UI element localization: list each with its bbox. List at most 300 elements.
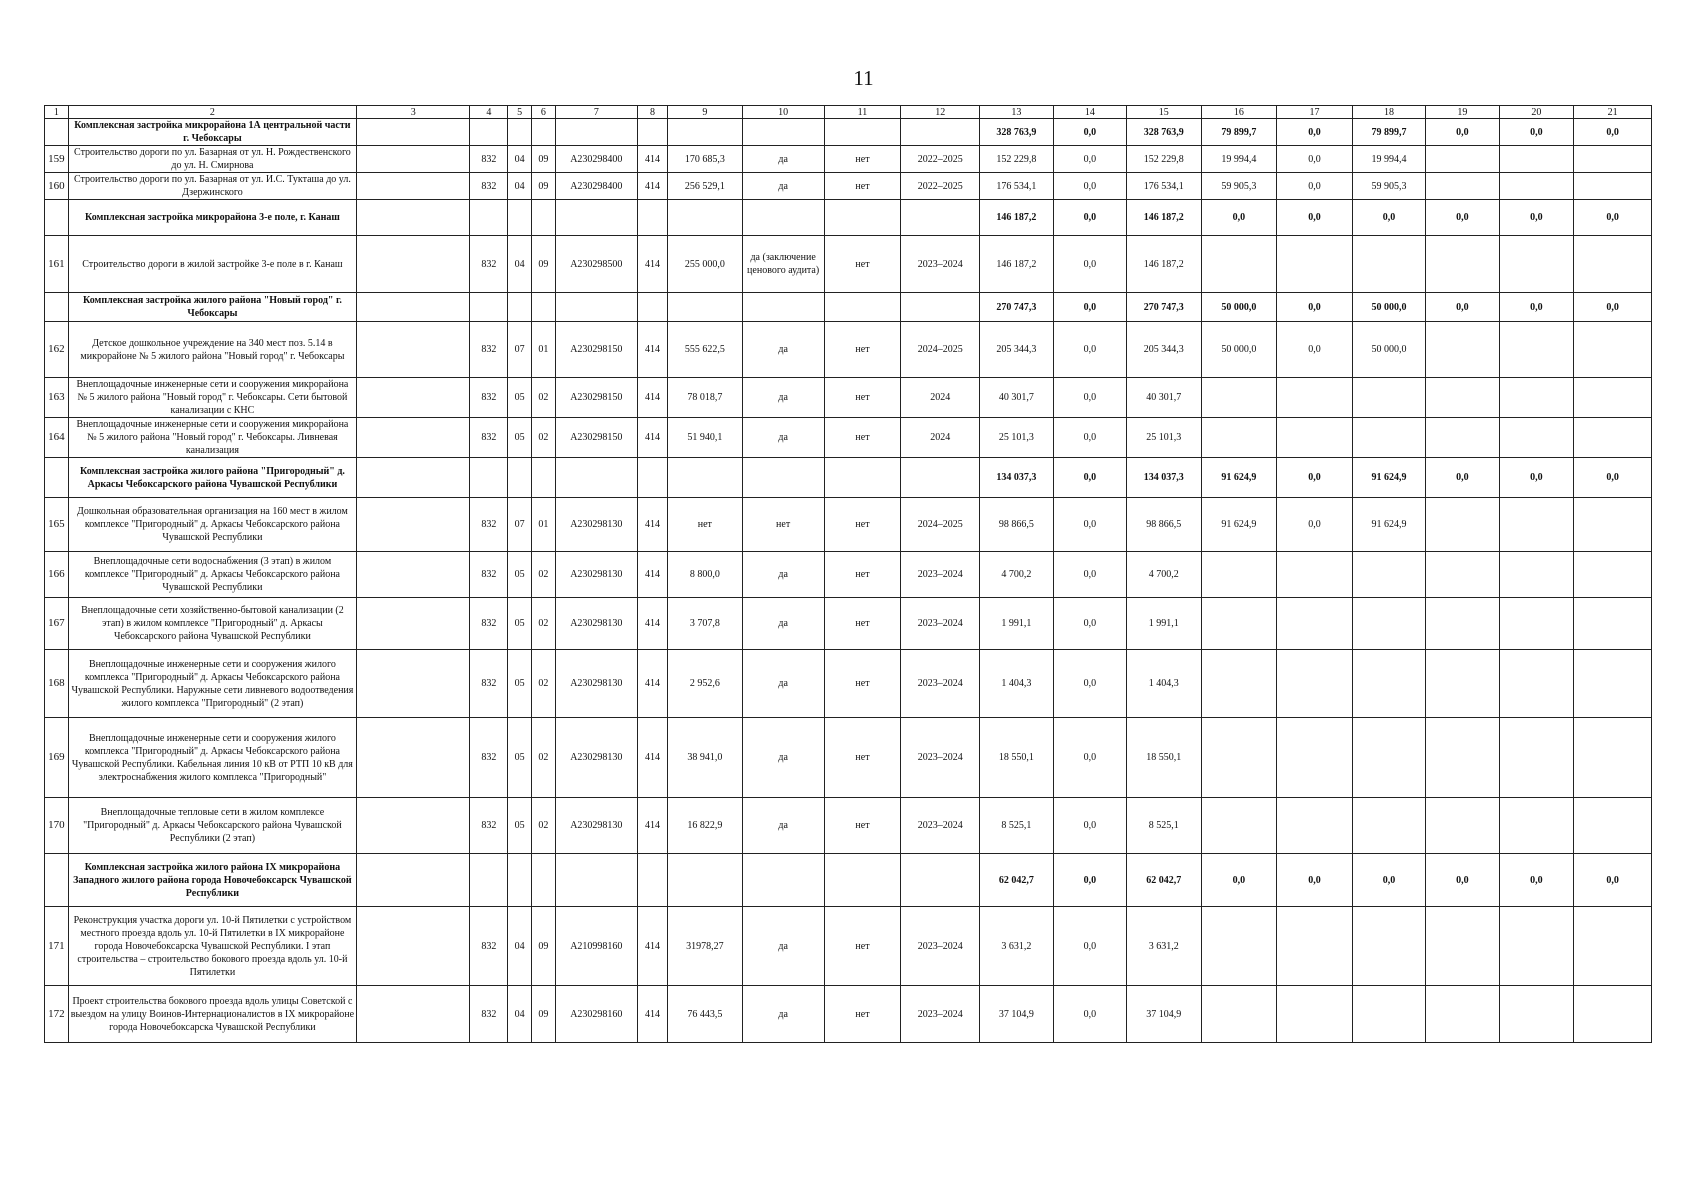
- cell-col-20: [1499, 322, 1574, 378]
- cell-col-19: 0,0: [1426, 854, 1499, 907]
- cell-col-18: 50 000,0: [1352, 322, 1425, 378]
- cell-col-12: 2022–2025: [901, 146, 980, 173]
- cell-col-14: 0,0: [1053, 907, 1126, 986]
- cell-col-14: 0,0: [1053, 293, 1126, 322]
- object-name: Внеплощадочные сети хозяйственно-бытовой канализации (2 этап) в жилом комплексе "Пригородный" д. Аркасы Чебоксарского района Чувашской Республики: [68, 598, 356, 650]
- cell-col-8: [637, 200, 667, 236]
- cell-col-10: да: [742, 798, 824, 854]
- cell-col-7: А230298130: [555, 718, 637, 798]
- cell-col-6: 02: [532, 718, 556, 798]
- object-name: Строительство дороги по ул. Базарная от ул. Н. Рождественского до ул. Н. Смирнова: [68, 146, 356, 173]
- cell-col-4: 832: [470, 418, 508, 458]
- cell-col-12: 2022–2025: [901, 173, 980, 200]
- cell-col-8: 414: [637, 146, 667, 173]
- cell-col-10: [742, 458, 824, 498]
- cell-col-7: А230298150: [555, 378, 637, 418]
- cell-col-6: [532, 119, 556, 146]
- cell-col-5: 07: [508, 322, 532, 378]
- cell-col-6: 09: [532, 236, 556, 293]
- cell-col-20: [1499, 418, 1574, 458]
- cell-col-11: нет: [824, 173, 901, 200]
- cell-col-5: [508, 458, 532, 498]
- cell-col-12: 2024: [901, 378, 980, 418]
- object-name: Комплексная застройка жилого района IX микрорайона Западного жилого района города Новочебоксарск Чувашской Республики: [68, 854, 356, 907]
- cell-col-15: 8 525,1: [1127, 798, 1202, 854]
- cell-col-18: 91 624,9: [1352, 498, 1425, 552]
- cell-col-8: [637, 458, 667, 498]
- column-header: 20: [1499, 106, 1574, 119]
- cell-col-17: [1277, 236, 1353, 293]
- group-row: [45, 854, 1652, 907]
- group-row: [45, 293, 1652, 322]
- cell-col-7: А230298400: [555, 146, 637, 173]
- cell-col-15: 18 550,1: [1127, 718, 1202, 798]
- cell-col-17: 0,0: [1277, 173, 1353, 200]
- cell-col-21: [1574, 322, 1652, 378]
- cell-col-3: [357, 854, 470, 907]
- cell-col-14: 0,0: [1053, 718, 1126, 798]
- cell-col-9: [668, 854, 743, 907]
- cell-col-5: 05: [508, 552, 532, 598]
- cell-col-5: [508, 854, 532, 907]
- cell-col-16: 0,0: [1201, 200, 1277, 236]
- cell-col-3: [357, 293, 470, 322]
- cell-col-5: 04: [508, 173, 532, 200]
- cell-col-20: [1499, 907, 1574, 986]
- cell-col-10: да (заключение ценового аудита): [742, 236, 824, 293]
- cell-col-21: 0,0: [1574, 119, 1652, 146]
- group-row: [45, 200, 1652, 236]
- cell-col-17: 0,0: [1277, 200, 1353, 236]
- cell-col-16: 79 899,7: [1201, 119, 1277, 146]
- cell-col-6: 09: [532, 173, 556, 200]
- cell-col-10: [742, 293, 824, 322]
- cell-col-15: 98 866,5: [1127, 498, 1202, 552]
- cell-col-21: [1574, 798, 1652, 854]
- cell-col-11: [824, 119, 901, 146]
- cell-col-5: 07: [508, 498, 532, 552]
- cell-col-8: 414: [637, 907, 667, 986]
- cell-col-15: 205 344,3: [1127, 322, 1202, 378]
- cell-col-11: [824, 200, 901, 236]
- table-row: [45, 718, 1652, 798]
- cell-col-16: [1201, 598, 1277, 650]
- cell-col-21: [1574, 718, 1652, 798]
- cell-col-18: 19 994,4: [1352, 146, 1425, 173]
- cell-col-11: нет: [824, 986, 901, 1043]
- cell-col-10: да: [742, 907, 824, 986]
- cell-col-9: 255 000,0: [668, 236, 743, 293]
- row-number: 163: [45, 378, 69, 418]
- cell-col-6: 01: [532, 498, 556, 552]
- cell-col-15: 37 104,9: [1127, 986, 1202, 1043]
- cell-col-21: [1574, 146, 1652, 173]
- column-header: 13: [980, 106, 1053, 119]
- cell-col-5: 05: [508, 378, 532, 418]
- cell-col-15: 152 229,8: [1127, 146, 1202, 173]
- cell-col-12: 2023–2024: [901, 650, 980, 718]
- cell-col-9: 256 529,1: [668, 173, 743, 200]
- cell-col-21: [1574, 418, 1652, 458]
- cell-col-14: 0,0: [1053, 236, 1126, 293]
- column-header: 4: [470, 106, 508, 119]
- cell-col-16: 0,0: [1201, 854, 1277, 907]
- cell-col-16: [1201, 718, 1277, 798]
- cell-col-12: [901, 119, 980, 146]
- cell-col-7: А230298130: [555, 552, 637, 598]
- cell-col-20: [1499, 146, 1574, 173]
- cell-col-4: [470, 293, 508, 322]
- cell-col-16: 91 624,9: [1201, 498, 1277, 552]
- cell-col-11: нет: [824, 418, 901, 458]
- cell-col-8: 414: [637, 236, 667, 293]
- cell-col-7: А230298130: [555, 598, 637, 650]
- object-name: Внеплощадочные инженерные сети и сооружения жилого комплекса "Пригородный" д. Аркасы Чебоксарского района Чувашской Республики. Наружные сети ливневого водоотведения жилого комплекса "Пригородный" (2 этап): [68, 650, 356, 718]
- cell-col-9: [668, 293, 743, 322]
- cell-col-13: 8 525,1: [980, 798, 1053, 854]
- row-number: [45, 200, 69, 236]
- cell-col-19: [1426, 418, 1499, 458]
- cell-col-3: [357, 718, 470, 798]
- cell-col-12: 2023–2024: [901, 598, 980, 650]
- object-name: Дошкольная образовательная организация на 160 мест в жилом комплексе "Пригородный" д. Аркасы Чебоксарского района Чувашской Республики: [68, 498, 356, 552]
- cell-col-8: 414: [637, 552, 667, 598]
- cell-col-9: [668, 200, 743, 236]
- cell-col-18: [1352, 598, 1425, 650]
- cell-col-11: нет: [824, 650, 901, 718]
- cell-col-10: [742, 119, 824, 146]
- cell-col-10: да: [742, 986, 824, 1043]
- cell-col-21: 0,0: [1574, 200, 1652, 236]
- cell-col-4: 832: [470, 173, 508, 200]
- cell-col-15: 146 187,2: [1127, 236, 1202, 293]
- cell-col-12: 2024–2025: [901, 322, 980, 378]
- cell-col-12: [901, 854, 980, 907]
- cell-col-11: [824, 854, 901, 907]
- cell-col-19: [1426, 498, 1499, 552]
- cell-col-12: 2023–2024: [901, 552, 980, 598]
- cell-col-15: 1 404,3: [1127, 650, 1202, 718]
- cell-col-8: 414: [637, 650, 667, 718]
- cell-col-15: 40 301,7: [1127, 378, 1202, 418]
- table-row: [45, 378, 1652, 418]
- cell-col-4: 832: [470, 598, 508, 650]
- cell-col-20: [1499, 986, 1574, 1043]
- cell-col-6: 02: [532, 650, 556, 718]
- cell-col-10: да: [742, 322, 824, 378]
- cell-col-11: нет: [824, 798, 901, 854]
- cell-col-21: [1574, 650, 1652, 718]
- cell-col-6: [532, 200, 556, 236]
- cell-col-12: 2023–2024: [901, 718, 980, 798]
- cell-col-12: 2024–2025: [901, 498, 980, 552]
- cell-col-13: 152 229,8: [980, 146, 1053, 173]
- row-number: 162: [45, 322, 69, 378]
- cell-col-16: [1201, 552, 1277, 598]
- table-row: [45, 173, 1652, 200]
- row-number: 170: [45, 798, 69, 854]
- cell-col-19: 0,0: [1426, 200, 1499, 236]
- column-header: 9: [668, 106, 743, 119]
- cell-col-21: [1574, 598, 1652, 650]
- cell-col-10: да: [742, 418, 824, 458]
- cell-col-9: 16 822,9: [668, 798, 743, 854]
- cell-col-21: [1574, 498, 1652, 552]
- cell-col-9: 38 941,0: [668, 718, 743, 798]
- cell-col-7: А230298130: [555, 650, 637, 718]
- cell-col-4: 832: [470, 907, 508, 986]
- cell-col-6: 02: [532, 378, 556, 418]
- cell-col-4: 832: [470, 552, 508, 598]
- cell-col-6: 02: [532, 552, 556, 598]
- cell-col-8: 414: [637, 718, 667, 798]
- cell-col-3: [357, 552, 470, 598]
- cell-col-19: [1426, 378, 1499, 418]
- cell-col-21: [1574, 236, 1652, 293]
- cell-col-4: 832: [470, 718, 508, 798]
- cell-col-18: 0,0: [1352, 200, 1425, 236]
- cell-col-3: [357, 458, 470, 498]
- cell-col-16: 91 624,9: [1201, 458, 1277, 498]
- cell-col-14: 0,0: [1053, 650, 1126, 718]
- cell-col-14: 0,0: [1053, 854, 1126, 907]
- cell-col-10: да: [742, 146, 824, 173]
- cell-col-5: [508, 119, 532, 146]
- column-header: 10: [742, 106, 824, 119]
- cell-col-14: 0,0: [1053, 173, 1126, 200]
- cell-col-20: [1499, 598, 1574, 650]
- cell-col-6: [532, 458, 556, 498]
- cell-col-10: да: [742, 173, 824, 200]
- cell-col-20: [1499, 650, 1574, 718]
- table-header: [45, 106, 1652, 119]
- cell-col-13: 37 104,9: [980, 986, 1053, 1043]
- object-name: Реконструкция участка дороги ул. 10-й Пятилетки с устройством местного проезда вдоль ул. 10-й Пятилетки в IX микрорайоне города Новочебоксарска Чувашской Республики. I этап строительства – строительство бокового проезда вдоль ул. 10-й Пятилетки: [68, 907, 356, 986]
- cell-col-7: [555, 119, 637, 146]
- cell-col-3: [357, 986, 470, 1043]
- cell-col-16: [1201, 986, 1277, 1043]
- cell-col-20: [1499, 236, 1574, 293]
- table-row: [45, 418, 1652, 458]
- cell-col-3: [357, 378, 470, 418]
- cell-col-15: 270 747,3: [1127, 293, 1202, 322]
- table-row: [45, 236, 1652, 293]
- table-row: [45, 552, 1652, 598]
- cell-col-19: [1426, 322, 1499, 378]
- cell-col-7: [555, 854, 637, 907]
- cell-col-11: нет: [824, 146, 901, 173]
- cell-col-17: 0,0: [1277, 119, 1353, 146]
- cell-col-21: 0,0: [1574, 854, 1652, 907]
- cell-col-19: [1426, 146, 1499, 173]
- cell-col-21: 0,0: [1574, 293, 1652, 322]
- cell-col-4: 832: [470, 498, 508, 552]
- object-name: Проект строительства бокового проезда вдоль улицы Советской с выездом на улицу Воинов-Интернационалистов в IX микрорайоне города Новочебоксарска Чувашской Республики: [68, 986, 356, 1043]
- row-number: 171: [45, 907, 69, 986]
- table-row: [45, 322, 1652, 378]
- cell-col-20: 0,0: [1499, 119, 1574, 146]
- cell-col-13: 1 991,1: [980, 598, 1053, 650]
- column-header: 8: [637, 106, 667, 119]
- cell-col-13: 134 037,3: [980, 458, 1053, 498]
- cell-col-14: 0,0: [1053, 458, 1126, 498]
- cell-col-5: 05: [508, 418, 532, 458]
- cell-col-13: 328 763,9: [980, 119, 1053, 146]
- cell-col-16: [1201, 907, 1277, 986]
- column-header: 12: [901, 106, 980, 119]
- cell-col-20: [1499, 552, 1574, 598]
- cell-col-11: нет: [824, 322, 901, 378]
- cell-col-3: [357, 907, 470, 986]
- cell-col-3: [357, 119, 470, 146]
- cell-col-7: А230298160: [555, 986, 637, 1043]
- budget-table: [44, 105, 1652, 1043]
- object-name: Комплексная застройка микрорайона 3-е поле, г. Канаш: [68, 200, 356, 236]
- cell-col-15: 1 991,1: [1127, 598, 1202, 650]
- cell-col-4: 832: [470, 322, 508, 378]
- cell-col-9: 555 622,5: [668, 322, 743, 378]
- cell-col-18: 59 905,3: [1352, 173, 1425, 200]
- cell-col-12: 2024: [901, 418, 980, 458]
- row-number: 159: [45, 146, 69, 173]
- cell-col-11: нет: [824, 378, 901, 418]
- cell-col-17: [1277, 718, 1353, 798]
- cell-col-7: А230298500: [555, 236, 637, 293]
- cell-col-14: 0,0: [1053, 598, 1126, 650]
- cell-col-16: 50 000,0: [1201, 293, 1277, 322]
- row-number: 161: [45, 236, 69, 293]
- cell-col-15: 134 037,3: [1127, 458, 1202, 498]
- cell-col-17: 0,0: [1277, 146, 1353, 173]
- cell-col-15: 328 763,9: [1127, 119, 1202, 146]
- cell-col-9: 170 685,3: [668, 146, 743, 173]
- cell-col-10: нет: [742, 498, 824, 552]
- cell-col-3: [357, 146, 470, 173]
- cell-col-8: 414: [637, 378, 667, 418]
- cell-col-19: [1426, 907, 1499, 986]
- cell-col-10: да: [742, 650, 824, 718]
- cell-col-3: [357, 798, 470, 854]
- cell-col-4: [470, 119, 508, 146]
- cell-col-12: [901, 458, 980, 498]
- column-header: 7: [555, 106, 637, 119]
- cell-col-13: 146 187,2: [980, 236, 1053, 293]
- cell-col-15: 25 101,3: [1127, 418, 1202, 458]
- cell-col-10: [742, 854, 824, 907]
- cell-col-8: [637, 293, 667, 322]
- cell-col-20: [1499, 798, 1574, 854]
- cell-col-21: 0,0: [1574, 458, 1652, 498]
- cell-col-8: 414: [637, 598, 667, 650]
- cell-col-11: нет: [824, 552, 901, 598]
- cell-col-19: 0,0: [1426, 119, 1499, 146]
- cell-col-12: [901, 200, 980, 236]
- cell-col-7: А210998160: [555, 907, 637, 986]
- column-header: 14: [1053, 106, 1126, 119]
- cell-col-6: 09: [532, 986, 556, 1043]
- cell-col-9: нет: [668, 498, 743, 552]
- cell-col-6: 09: [532, 146, 556, 173]
- cell-col-4: [470, 200, 508, 236]
- cell-col-16: [1201, 798, 1277, 854]
- cell-col-20: 0,0: [1499, 293, 1574, 322]
- cell-col-4: 832: [470, 146, 508, 173]
- cell-col-16: 50 000,0: [1201, 322, 1277, 378]
- cell-col-13: 98 866,5: [980, 498, 1053, 552]
- cell-col-11: нет: [824, 498, 901, 552]
- cell-col-16: [1201, 650, 1277, 718]
- cell-col-16: 19 994,4: [1201, 146, 1277, 173]
- cell-col-13: 40 301,7: [980, 378, 1053, 418]
- cell-col-19: [1426, 173, 1499, 200]
- cell-col-6: 02: [532, 798, 556, 854]
- cell-col-4: [470, 458, 508, 498]
- cell-col-5: 05: [508, 798, 532, 854]
- cell-col-13: 146 187,2: [980, 200, 1053, 236]
- cell-col-17: [1277, 418, 1353, 458]
- cell-col-9: 31978,27: [668, 907, 743, 986]
- cell-col-6: [532, 854, 556, 907]
- cell-col-3: [357, 598, 470, 650]
- cell-col-18: 50 000,0: [1352, 293, 1425, 322]
- column-header: 11: [824, 106, 901, 119]
- table-row: [45, 598, 1652, 650]
- row-number: 167: [45, 598, 69, 650]
- row-number: 160: [45, 173, 69, 200]
- cell-col-9: 3 707,8: [668, 598, 743, 650]
- cell-col-3: [357, 650, 470, 718]
- cell-col-12: 2023–2024: [901, 798, 980, 854]
- cell-col-13: 25 101,3: [980, 418, 1053, 458]
- column-header: 15: [1127, 106, 1202, 119]
- cell-col-21: [1574, 907, 1652, 986]
- cell-col-20: [1499, 173, 1574, 200]
- cell-col-18: [1352, 552, 1425, 598]
- cell-col-18: [1352, 798, 1425, 854]
- cell-col-9: 8 800,0: [668, 552, 743, 598]
- cell-col-7: А230298130: [555, 498, 637, 552]
- row-number: [45, 293, 69, 322]
- cell-col-5: 04: [508, 907, 532, 986]
- cell-col-5: 05: [508, 718, 532, 798]
- cell-col-15: 176 534,1: [1127, 173, 1202, 200]
- cell-col-4: 832: [470, 650, 508, 718]
- cell-col-8: 414: [637, 986, 667, 1043]
- cell-col-14: 0,0: [1053, 200, 1126, 236]
- object-name: Внеплощадочные инженерные сети и сооружения микрорайона № 5 жилого района "Новый город" г. Чебоксары. Ливневая канализация: [68, 418, 356, 458]
- cell-col-20: [1499, 378, 1574, 418]
- cell-col-20: 0,0: [1499, 200, 1574, 236]
- cell-col-19: 0,0: [1426, 293, 1499, 322]
- cell-col-8: [637, 119, 667, 146]
- cell-col-9: [668, 458, 743, 498]
- column-header: 19: [1426, 106, 1499, 119]
- row-number: 166: [45, 552, 69, 598]
- cell-col-19: [1426, 236, 1499, 293]
- table-row: [45, 146, 1652, 173]
- cell-col-18: [1352, 907, 1425, 986]
- cell-col-18: [1352, 236, 1425, 293]
- cell-col-13: 1 404,3: [980, 650, 1053, 718]
- cell-col-7: А230298130: [555, 798, 637, 854]
- row-number: [45, 854, 69, 907]
- table-row: [45, 498, 1652, 552]
- object-name: Внеплощадочные инженерные сети и сооружения жилого комплекса "Пригородный" д. Аркасы Чебоксарского района Чувашской Республики. Кабельная линия 10 кВ от РТП 10 кВ для электроснабжения жилого комплекса "Пригородный": [68, 718, 356, 798]
- object-name: Внеплощадочные тепловые сети в жилом комплексе "Пригородный" д. Аркасы Чебоксарского района Чувашской Республики (2 этап): [68, 798, 356, 854]
- cell-col-18: [1352, 378, 1425, 418]
- cell-col-15: 3 631,2: [1127, 907, 1202, 986]
- cell-col-9: 78 018,7: [668, 378, 743, 418]
